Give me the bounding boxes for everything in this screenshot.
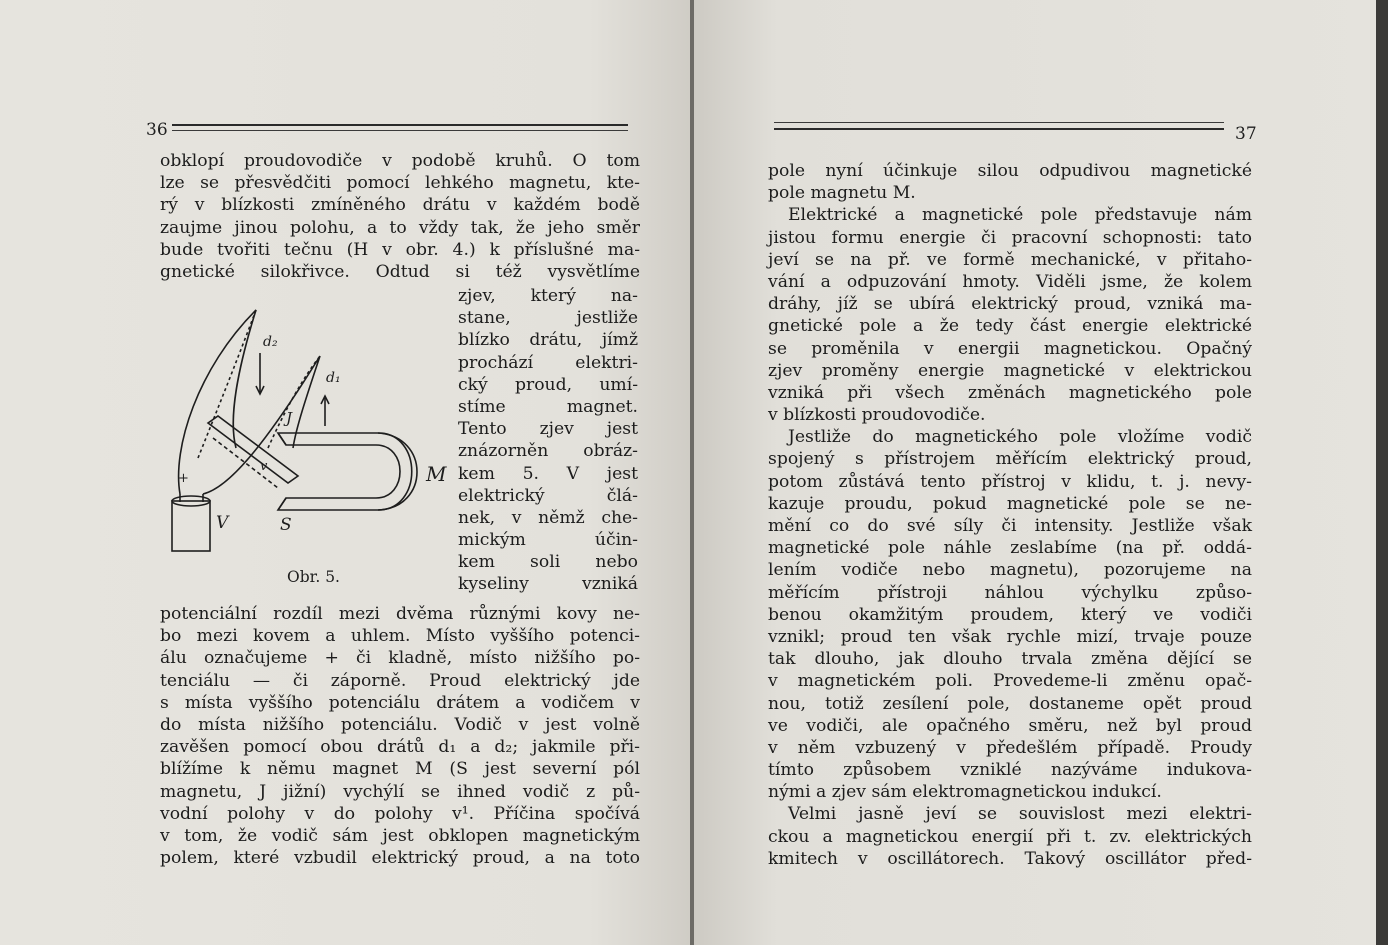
text-line: Elektrické a magnetické pole představuje nám bbox=[788, 205, 1252, 226]
text-line: kmitech v oscillátorech. Takový oscillátor před- bbox=[768, 848, 1252, 869]
page-edge-shadow bbox=[1376, 0, 1388, 945]
text-line: spojený s přístrojem měřícím elektrický proud, bbox=[768, 449, 1252, 470]
text-line: álu označujeme + či kladně, místo nižšího po- bbox=[160, 648, 640, 669]
text-line: stane, jestliže bbox=[458, 308, 638, 329]
text-line: Velmi jasně jeví se souvislost mezi elektri- bbox=[788, 804, 1252, 825]
text-line: zaujme jinou polohu, a to vždy tak, že jeho směr bbox=[160, 217, 640, 238]
text-line: lze se přesvědčiti pomocí lehkého magnetu, kte- bbox=[160, 173, 640, 194]
page-number: 36 bbox=[146, 120, 168, 140]
text-line: nými a zjev sám elektromagnetickou indukcí. bbox=[768, 782, 1162, 803]
figure-electromagnet bbox=[168, 298, 458, 608]
text-line: obklopí proudovodiče v podobě kruhů. O tom bbox=[160, 151, 640, 171]
right-page-text bbox=[768, 160, 1252, 870]
label-v-cell: V bbox=[216, 513, 229, 533]
text-line: měřícím přístroji náhlou výchylku způso- bbox=[768, 582, 1252, 603]
text-line: se proměnila v energii magnetickou. Opačný bbox=[768, 338, 1252, 359]
text-line: do místa nižšího potenciálu. Vodič v jest volně bbox=[160, 714, 640, 735]
wrapped-text-column bbox=[458, 285, 638, 596]
text-line: ckou a magnetickou energií při t. zv. elektrických bbox=[768, 826, 1252, 847]
text-line: kazuje proudu, pokud magnetické pole se ne- bbox=[768, 493, 1252, 514]
label-d1: d₁ bbox=[326, 370, 341, 386]
text-line: potenciální rozdíl mezi dvěma různými kovy ne- bbox=[160, 604, 640, 624]
bar-conductor bbox=[208, 416, 298, 483]
text-line: zjev, který na- bbox=[458, 286, 638, 306]
label-v-bar: v bbox=[260, 459, 268, 474]
text-line: znázorněn obráz- bbox=[458, 441, 638, 462]
label-m: M bbox=[426, 462, 447, 486]
paragraph-bottom bbox=[160, 603, 640, 869]
label-d2: d₂ bbox=[263, 334, 278, 350]
text-line: v něm vzbuzený v předešlém případě. Proudy bbox=[768, 737, 1252, 758]
text-line: vání a odpuzování hmoty. Viděli jsme, že kolem bbox=[768, 271, 1252, 292]
label-j: J bbox=[286, 409, 293, 427]
text-line: Tento zjev jest bbox=[458, 419, 638, 440]
paragraph-top bbox=[160, 150, 640, 283]
text-line: stíme magnet. bbox=[458, 396, 638, 417]
text-line: benou okamžitým proudem, který ve vodiči bbox=[768, 604, 1252, 625]
text-line: ve vodiči, ale opačného směru, než byl proud bbox=[768, 715, 1252, 736]
text-line: elektrický člá- bbox=[458, 485, 638, 506]
text-line: mickým účin- bbox=[458, 530, 638, 551]
text-line: vodní polohy v do polohy v¹. Příčina spočívá bbox=[160, 803, 640, 824]
text-line: rý v blízkosti zmíněného drátu v každém bodě bbox=[160, 195, 640, 216]
battery-cell bbox=[172, 501, 210, 551]
label-plus: + bbox=[178, 471, 189, 486]
text-line: vznikl; proud ten však rychle mizí, trvaje pouze bbox=[768, 626, 1252, 647]
text-line: mění co do své síly či intensity. Jestliže však bbox=[768, 516, 1252, 536]
figure-caption: Obr. 5. bbox=[287, 568, 340, 586]
header-rule bbox=[774, 122, 1224, 123]
text-line: pole nyní účinkuje silou odpudivou magnetické bbox=[768, 161, 1252, 181]
text-line: jeví se na př. ve formě mechanické, v přitaho- bbox=[768, 249, 1252, 270]
wire-d2-back bbox=[198, 310, 256, 458]
text-line: kem 5. V jest bbox=[458, 463, 638, 484]
text-line: tak dlouho, jak dlouho trvala změna dějící se bbox=[768, 649, 1252, 670]
wire-d2 bbox=[179, 310, 256, 494]
text-line: magnetu, J jižní) vychýlí se ihned vodič z pů- bbox=[160, 781, 640, 802]
text-line: vzniká při všech změnách magnetického pole bbox=[768, 382, 1252, 403]
text-line: nek, v němž che- bbox=[458, 507, 638, 528]
header-rule bbox=[774, 128, 1224, 130]
text-line: Jestliže do magnetického pole vložíme vodič bbox=[788, 427, 1252, 448]
text-line: blížíme k němu magnet M (S jest severní pól bbox=[160, 759, 640, 780]
text-line: magnetické pole náhle zeslabíme (na př. oddá- bbox=[768, 538, 1252, 559]
header-rule bbox=[172, 130, 628, 131]
text-line: kem soli nebo bbox=[458, 552, 638, 573]
text-line: gnetické pole a že tedy část energie elektrické bbox=[768, 316, 1252, 337]
text-line: tenciálu — či záporně. Proud elektrický jde bbox=[160, 670, 640, 691]
horseshoe-magnet bbox=[278, 433, 412, 510]
text-line: bude tvořiti tečnu (H v obr. 4.) k příslušné ma- bbox=[160, 239, 640, 260]
text-line: pole magnetu M. bbox=[768, 183, 916, 204]
text-line: bo mezi kovem a uhlem. Místo vyššího potenci- bbox=[160, 626, 640, 647]
text-line: potom zůstává tento přístroj v klidu, t. j. nevy- bbox=[768, 471, 1252, 492]
text-line: zavěšen pomocí obou drátů d₁ a d₂; jakmile při- bbox=[160, 737, 640, 758]
text-line: prochází elektri- bbox=[458, 352, 638, 373]
text-line: cký proud, umí- bbox=[458, 374, 638, 395]
text-line: lením vodiče nebo magnetu), pozorujeme na bbox=[768, 560, 1252, 581]
text-line: s místa vyššího potenciálu drátem a vodičem v bbox=[160, 692, 640, 713]
text-line: polem, které vzbudil elektrický proud, a na toto bbox=[160, 848, 640, 869]
text-line: jistou formu energie či pracovní schopnosti: tato bbox=[768, 227, 1252, 248]
label-s: S bbox=[280, 515, 292, 535]
text-line: nou, totiž zesílení pole, dostaneme opět proud bbox=[768, 693, 1252, 714]
text-line: v magnetickém poli. Provedeme-li změnu opač- bbox=[768, 671, 1252, 692]
header-rule bbox=[172, 124, 628, 126]
text-line: kyseliny vzniká bbox=[458, 574, 638, 595]
page-number: 37 bbox=[1235, 124, 1257, 144]
text-line: v blízkosti proudovodiče. bbox=[768, 405, 986, 426]
text-line: tímto způsobem vzniklé nazýváme indukova- bbox=[768, 760, 1252, 781]
text-line: blízko drátu, jímž bbox=[458, 330, 638, 351]
text-line: zjev proměny energie magnetické v elektrickou bbox=[768, 360, 1252, 381]
text-line: v tom, že vodič sám jest obklopen magnetickým bbox=[160, 825, 640, 846]
text-line: gnetické silokřivce. Odtud si též vysvětlíme bbox=[160, 261, 640, 282]
text-line: dráhy, jíž se ubírá elektrický proud, vzniká ma- bbox=[768, 294, 1252, 315]
